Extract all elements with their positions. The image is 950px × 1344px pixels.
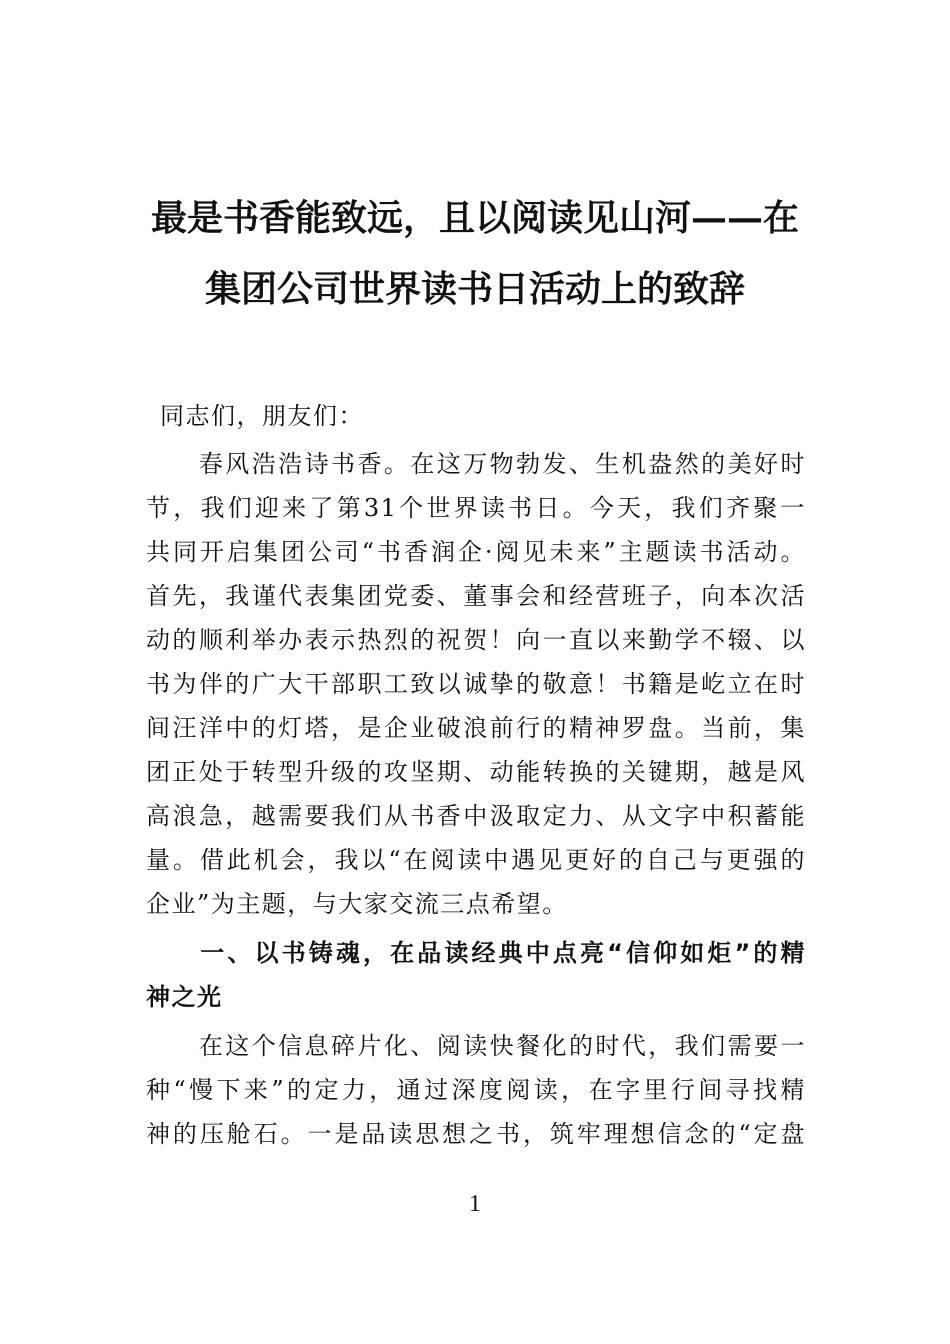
body-line-3: 共同开启集团公司“书香润企·阅见未来”主题读书活动。: [146, 538, 806, 566]
page-number: 1: [469, 1191, 481, 1217]
body-line-7: 间汪洋中的灯塔，是企业破浪前行的精神罗盘。当前，集: [146, 714, 806, 742]
document-title-line-1: 最是书香能致远，且以阅读见山河——在: [150, 197, 799, 239]
body-line-2: 节，我们迎来了第31个世界读书日。今天，我们齐聚一: [146, 494, 806, 522]
section-heading-line-1: 一、以书铸魂，在品读经典中点亮“信仰如炬”的精: [146, 939, 806, 967]
body-line-8: 团正处于转型升级的攻坚期、动能转换的关键期，越是风: [146, 758, 806, 786]
body-line-11: 企业”为主题，与大家交流三点希望。: [146, 890, 568, 918]
section-body-line-2: 种“慢下来”的定力，通过深度阅读，在字里行间寻找精: [146, 1076, 806, 1104]
section-body-line-3: 神的压舱石。一是品读思想之书，筑牢理想信念的“定盘: [146, 1120, 806, 1148]
salutation: 同志们，朋友们：: [160, 402, 364, 430]
body-line-1: 春风浩浩诗书香。在这万物勃发、生机盎然的美好时: [146, 450, 806, 478]
document-title-line-2: 集团公司世界读书日活动上的致辞: [204, 268, 745, 310]
section-heading-line-2: 神之光: [146, 983, 223, 1011]
body-line-4: 首先，我谨代表集团党委、董事会和经营班子，向本次活: [146, 582, 806, 610]
section-body-line-1: 在这个信息碎片化、阅读快餐化的时代，我们需要一: [146, 1032, 806, 1060]
body-line-9: 高浪急，越需要我们从书香中汲取定力、从文字中积蓄能: [146, 802, 806, 830]
body-line-10: 量。借此机会，我以“在阅读中遇见更好的自己与更强的: [146, 846, 806, 874]
body-line-6: 书为伴的广大干部职工致以诚挚的敬意！书籍是屹立在时: [146, 670, 806, 698]
body-line-5: 动的顺利举办表示热烈的祝贺！向一直以来勤学不辍、以: [146, 626, 806, 654]
